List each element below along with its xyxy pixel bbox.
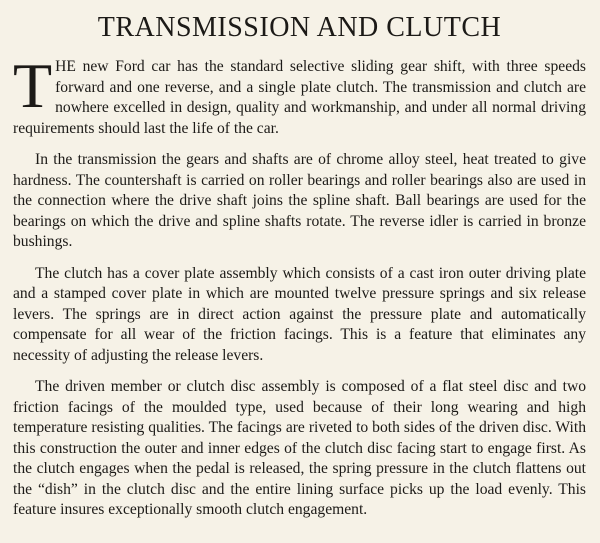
paragraph-transmission: In the transmission the gears and shafts are of chrome alloy steel, heat treated to give hardness. The countershaft is carried on roller bearings and roller bearings also are used in the connection where the drive shaft joins the spline shaft. Ball bearings are used for the bearings on which the drive and spline shafts rotate. The reverse idler is carried in bronze bushings.: [13, 151, 586, 250]
page-title: TRANSMISSION AND CLUTCH: [97, 12, 502, 43]
drop-cap: T: [13, 50, 53, 121]
paragraph-intro: [13, 50, 586, 139]
paragraph-intro-text: new Ford car has the standard selective sliding gear shift, with three speeds forward and one reverse, and a single plate clutch. The transmission and clutch are nowhere excelled in design, quality and workmanship, and under all normal driving requirements should last the life of the car.: [13, 58, 586, 137]
paragraph-clutch-disc: The driven member or clutch disc assembly is composed of a flat steel disc and two friction facings of the moulded type, used because of their long wearing and high temperature resisting qualities. The facings are riveted to both sides of the driven disc. With this construction the outer and inner edges of the clutch disc facing start to engage first. As the clutch engages when the pedal is released, the spring pressure in the clutch flattens out the “dish” in the clutch disc and the entire lining surface picks up the load evenly. This feature insures exceptionally smooth clutch engagement.: [13, 378, 586, 518]
lead-in-text: HE: [55, 58, 76, 75]
paragraph-clutch: The clutch has a cover plate assembly which consists of a cast iron outer driving plate and a stamped cover plate in which are mounted twelve pressure springs and six release levers. The springs are in direct action against the pressure plate and automatically compensate for all wear of the friction facings. This is a feature that eliminates any necessity of adjusting the release levers.: [13, 264, 586, 364]
